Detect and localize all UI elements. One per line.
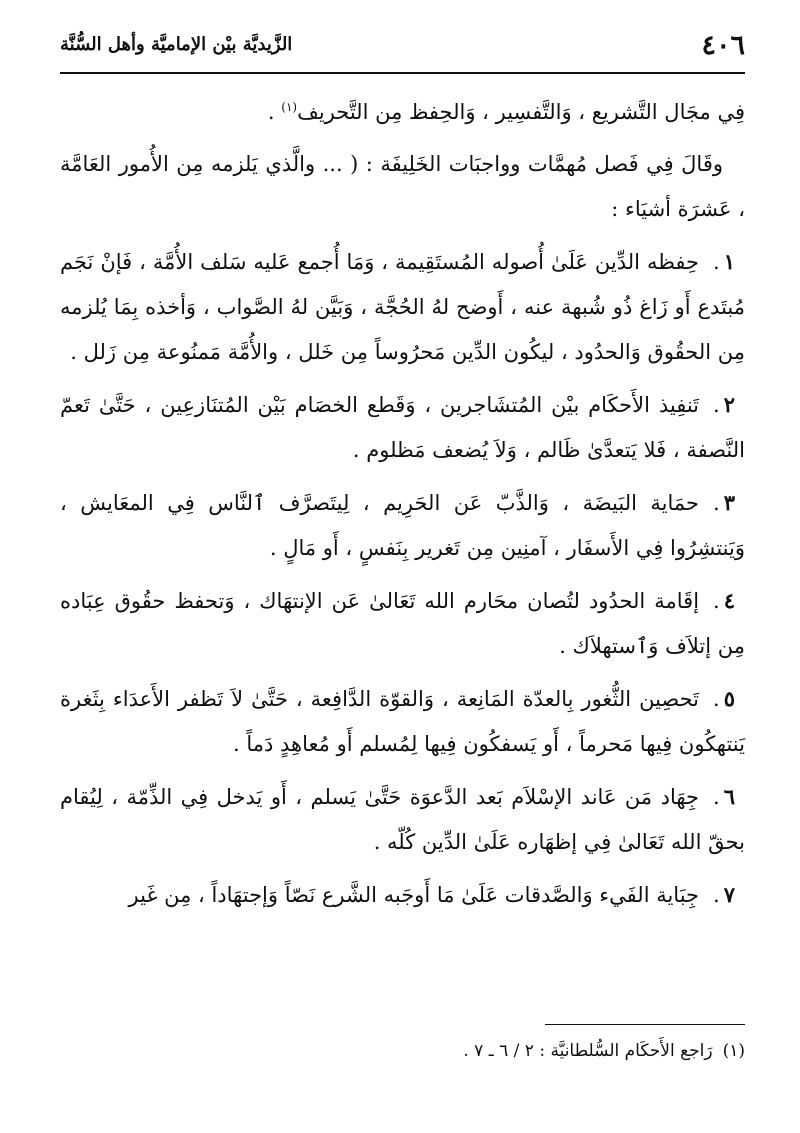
list-item [60, 382, 745, 473]
list-item [60, 578, 745, 669]
footnote-reference: (١) [281, 100, 298, 114]
footnote-text: رَاجع الأَحكَام السُّلطانيَّة : ٢ / ٦ ـ ٧ . [463, 1041, 713, 1061]
item-number: ٧ [723, 882, 735, 907]
paragraph-text: فِي مجَال التَّشريع ، وَالتَّفسِير ، وَالحِفظ مِن التَّحريف [297, 100, 745, 124]
footnote [60, 1036, 745, 1066]
item-text: حمَاية البَيضَة ، وَالذَّبّ عَن الحَرِيم ، لِيتَصرَّف ٱلنَّاس فِي المعَايش ، وَيَنتشِرُوا فِي الأَسفَار ، آمنِين مِن تَغرير بِنَفسٍ ، أَو مَالٍ . [60, 491, 745, 560]
item-separator: . [713, 883, 720, 907]
item-number: ٢ [723, 392, 735, 417]
item-number: ١ [723, 249, 735, 274]
item-separator: . [713, 589, 720, 613]
item-separator: . [713, 250, 720, 274]
item-number: ٦ [723, 784, 735, 809]
item-text: تَحصِين الثُّغور بِالعدّة المَانِعة ، وَالقوّة الدَّافِعة ، حَتَّىٰ لاَ تَظفر الأَعدَاء بِثَغرة يَنتهكُون فِيها مَحرماً ، أَو يَسفكُون فِيها لِمُسلم أَو مُعاهِدٍ دَماً . [60, 687, 745, 756]
item-number: ٣ [723, 490, 735, 515]
footnote-rule [545, 1024, 745, 1025]
list-item [60, 872, 745, 918]
item-text: جِبَاية الفَيء وَالصَّدقات عَلَىٰ مَا أَوجَبه الشَّرع نَصّاً وَإجتهَاداً ، مِن غَير [128, 883, 700, 907]
paragraph-intro: وقَالَ فِي فَصل مُهمَّات وواجبَات الخَلِيفَة : ( ... والَّذي يَلزمه مِن الأُمور العَامَّة ، عَشرَة أشيَاء : [60, 152, 745, 221]
page-number: ٤٠٦ [701, 30, 745, 61]
list-item [60, 239, 745, 375]
page-header [60, 24, 745, 74]
list-item [60, 676, 745, 767]
item-separator: . [713, 687, 720, 711]
list-item [60, 774, 745, 865]
item-text: جِهَاد مَن عَاند الإسْلاَم بَعد الدَّعوَة حَتَّىٰ يَسلم ، أَو يَدخل فِي الذِّمّة ، لِيُقام بحقّ الله تَعَالىٰ فِي إظهَاره عَلَىٰ الدِّين كُلّه . [60, 785, 745, 854]
item-number: ٤ [723, 588, 735, 613]
header-rule [60, 72, 745, 74]
item-separator: . [713, 785, 720, 809]
item-separator: . [713, 393, 720, 417]
item-text: تَنفِيذ الأَحكَام بيْن المُتشَاجرين ، وَقَطع الخصَام بَيْن المُتنَازعِين ، حَتَّىٰ تَعمّ النَّصفة ، فَلا يَتعدَّىٰ ظَالم ، وَلاَ يُضعف مَظلوم . [60, 393, 745, 462]
list-item [60, 480, 745, 571]
paragraph-end: . [267, 100, 282, 124]
item-text: حِفظه الدِّين عَلَىٰ أُصوله المُستَقِيمة ، وَمَا أُجمع عَليه سَلف الأُمَّة ، فَإنْ نَجَم مُبتَدع أَو زَاغ ذُو شُبهة عنه ، أَوضح لهُ الحُجَّة ، وَبَيَّن لهُ الصَّواب ، وَأخذه بِمَا يُلزمه مِن الحقُوق وَالحدُود ، ليكُون الدِّين مَحرُوساً مِن خَلل ، والأُمَّة مَمنُوعة مِن زَلل . [60, 250, 745, 364]
item-number: ٥ [723, 686, 735, 711]
paragraph-continuation [60, 90, 745, 135]
running-title: الزَّيديَّة بيْن الإماميَّة وأهل السُّنَّة [60, 34, 293, 55]
footnote-number: (١) [722, 1041, 745, 1061]
main-text [60, 90, 745, 925]
item-separator: . [713, 491, 720, 515]
item-text: إقَامة الحدُود لتُصان محَارم الله تَعَالىٰ عَن الإنتهَاك ، وَتحفظ حقُوق عِبَاده مِن إتلاَف وَٱستهلاَك . [60, 589, 745, 658]
